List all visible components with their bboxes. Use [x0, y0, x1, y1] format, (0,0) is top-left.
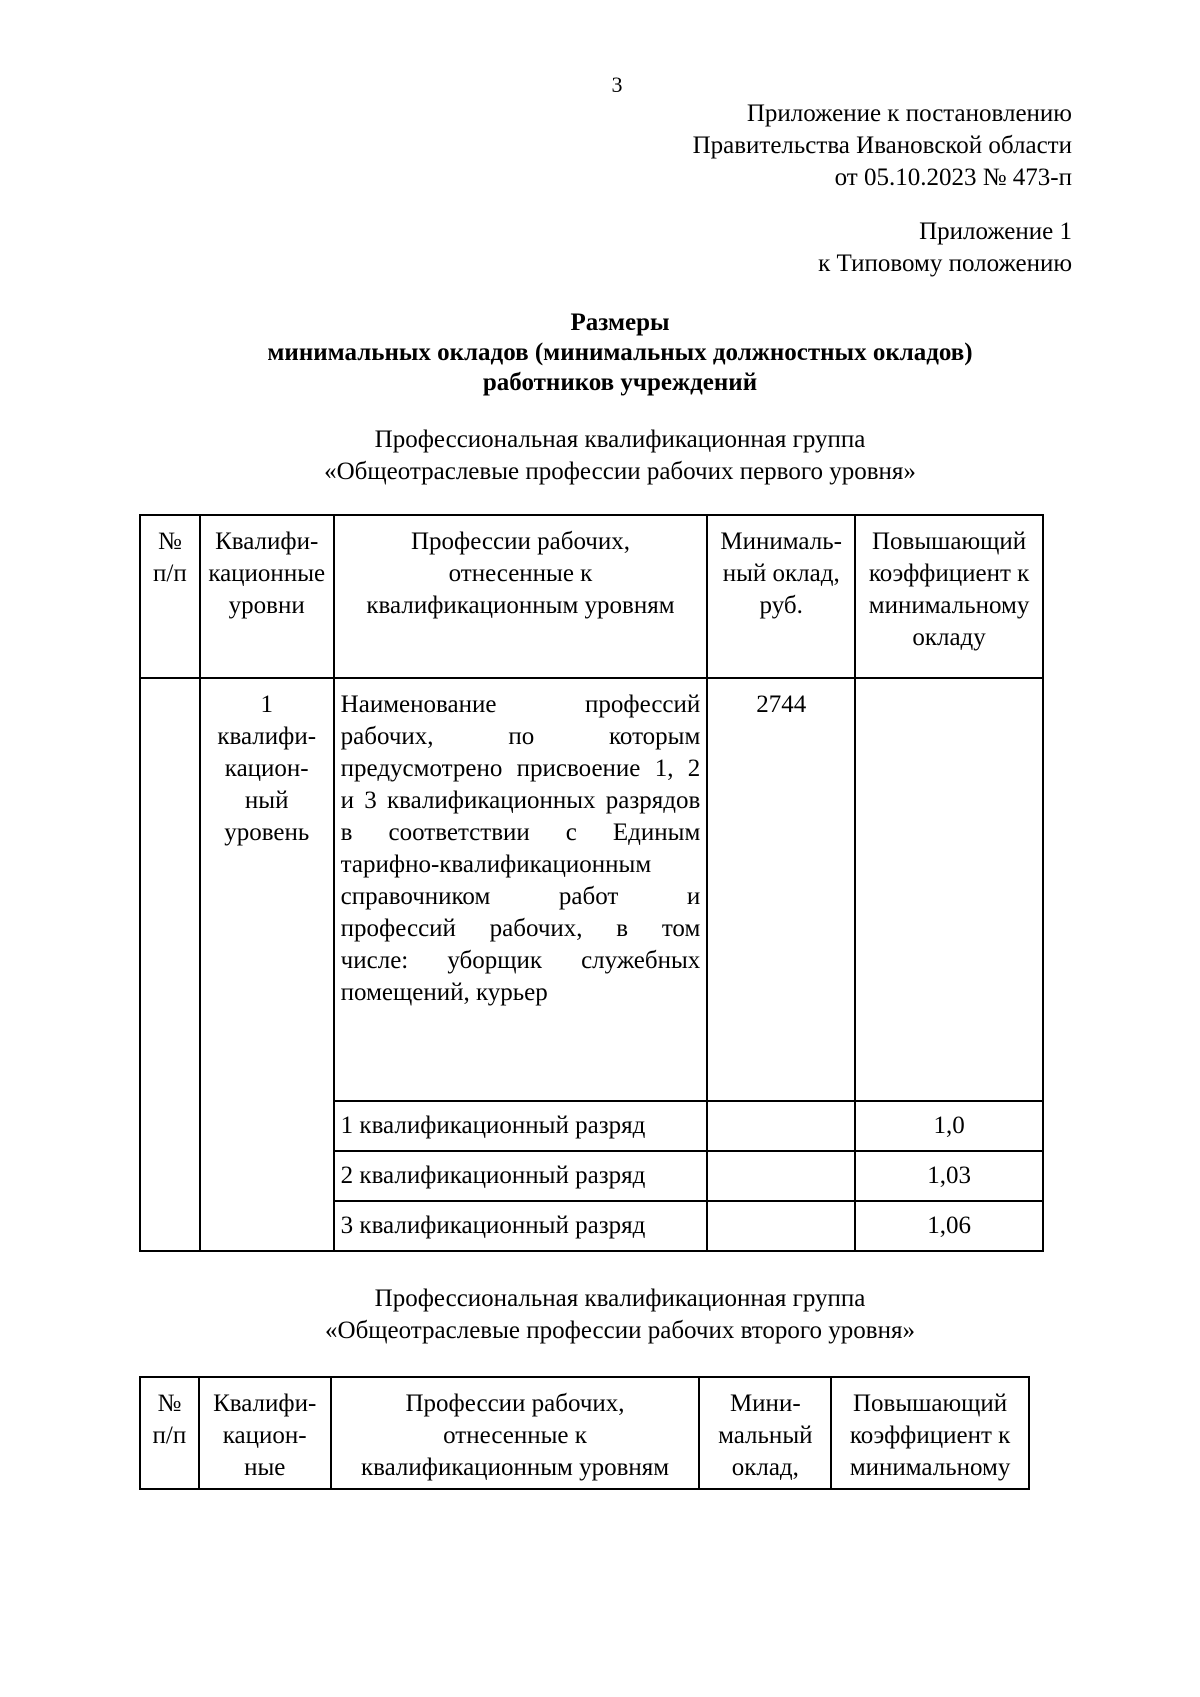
table-row [140, 678, 1043, 1101]
document-title [0, 308, 1200, 398]
cell-level: 1 квалифи- кацион- ный уровень [200, 678, 334, 1251]
table-header-row [140, 1377, 1029, 1489]
cell-grade: 1 квалификационный разряд [334, 1101, 708, 1151]
header-coefficient: Повышающий коэффициент к минимальному окладу [855, 515, 1043, 678]
cell-grade: 3 квалификационный разряд [334, 1201, 708, 1251]
cell-salary [707, 1101, 855, 1151]
header-level: Квалифи- кационные уровни [200, 515, 334, 678]
cell-salary [707, 1201, 855, 1251]
appendix-line: Правительства Ивановской области [692, 132, 1072, 159]
title-line: минимальных окладов (минимальных должностных окладов) [267, 339, 973, 366]
cell-coefficient: 1,03 [855, 1151, 1043, 1201]
title-line: Размеры [570, 309, 670, 336]
cell-coefficient: 1,06 [855, 1201, 1043, 1251]
group2-heading [0, 1283, 1200, 1347]
cell-salary: 2744 [707, 678, 855, 1101]
table-header-row [140, 515, 1043, 678]
appendix-main-caption [693, 98, 1072, 194]
header-coefficient: Повышающий коэффициент к минимальному [831, 1377, 1029, 1489]
appendix-line: от 05.10.2023 № 473-п [834, 164, 1072, 191]
header-professions: Профессии рабочих, отнесенные к квалификационным уровням [334, 515, 708, 678]
header-salary: Минималь- ный оклад, руб. [707, 515, 855, 678]
header-num: № п/п [140, 1377, 199, 1489]
group1-heading [0, 424, 1200, 488]
appendix-1-caption [818, 216, 1072, 280]
cell-grade: 2 квалификационный разряд [334, 1151, 708, 1201]
cell-coefficient: 1,0 [855, 1101, 1043, 1151]
header-num: № п/п [140, 515, 200, 678]
group1-table [139, 514, 1044, 1252]
group2-table [139, 1376, 1030, 1490]
header-level: Квалифи- кацион- ные [199, 1377, 331, 1489]
group-heading-line: Профессиональная квалификационная группа [374, 1285, 866, 1312]
group-heading-line: «Общеотраслевые профессии рабочих второго уровня» [325, 1317, 915, 1344]
cell-salary [707, 1151, 855, 1201]
appendix-line: Приложение 1 [919, 218, 1072, 245]
cell-description: Наименование профессий рабочих, по которым предусмотрено присвоение 1, 2 и 3 квалификационных разрядов в соответствии с Единым тарифно-квалификационным справочником работ и профессий рабочих, в том числе: уборщик служебных помещений, курьер [334, 678, 708, 1101]
cell-num [140, 678, 200, 1251]
group-heading-line: Профессиональная квалификационная группа [374, 426, 866, 453]
header-professions: Профессии рабочих, отнесенные к квалификационным уровням [331, 1377, 700, 1489]
appendix-line: Приложение к постановлению [746, 100, 1072, 127]
cell-coefficient [855, 678, 1043, 1101]
group-heading-line: «Общеотраслевые профессии рабочих первого уровня» [324, 458, 916, 485]
title-line: работников учреждений [482, 369, 758, 396]
page-number: 3 [611, 72, 623, 97]
appendix-line: к Типовому положению [818, 250, 1072, 277]
header-salary: Мини- мальный оклад, [699, 1377, 831, 1489]
